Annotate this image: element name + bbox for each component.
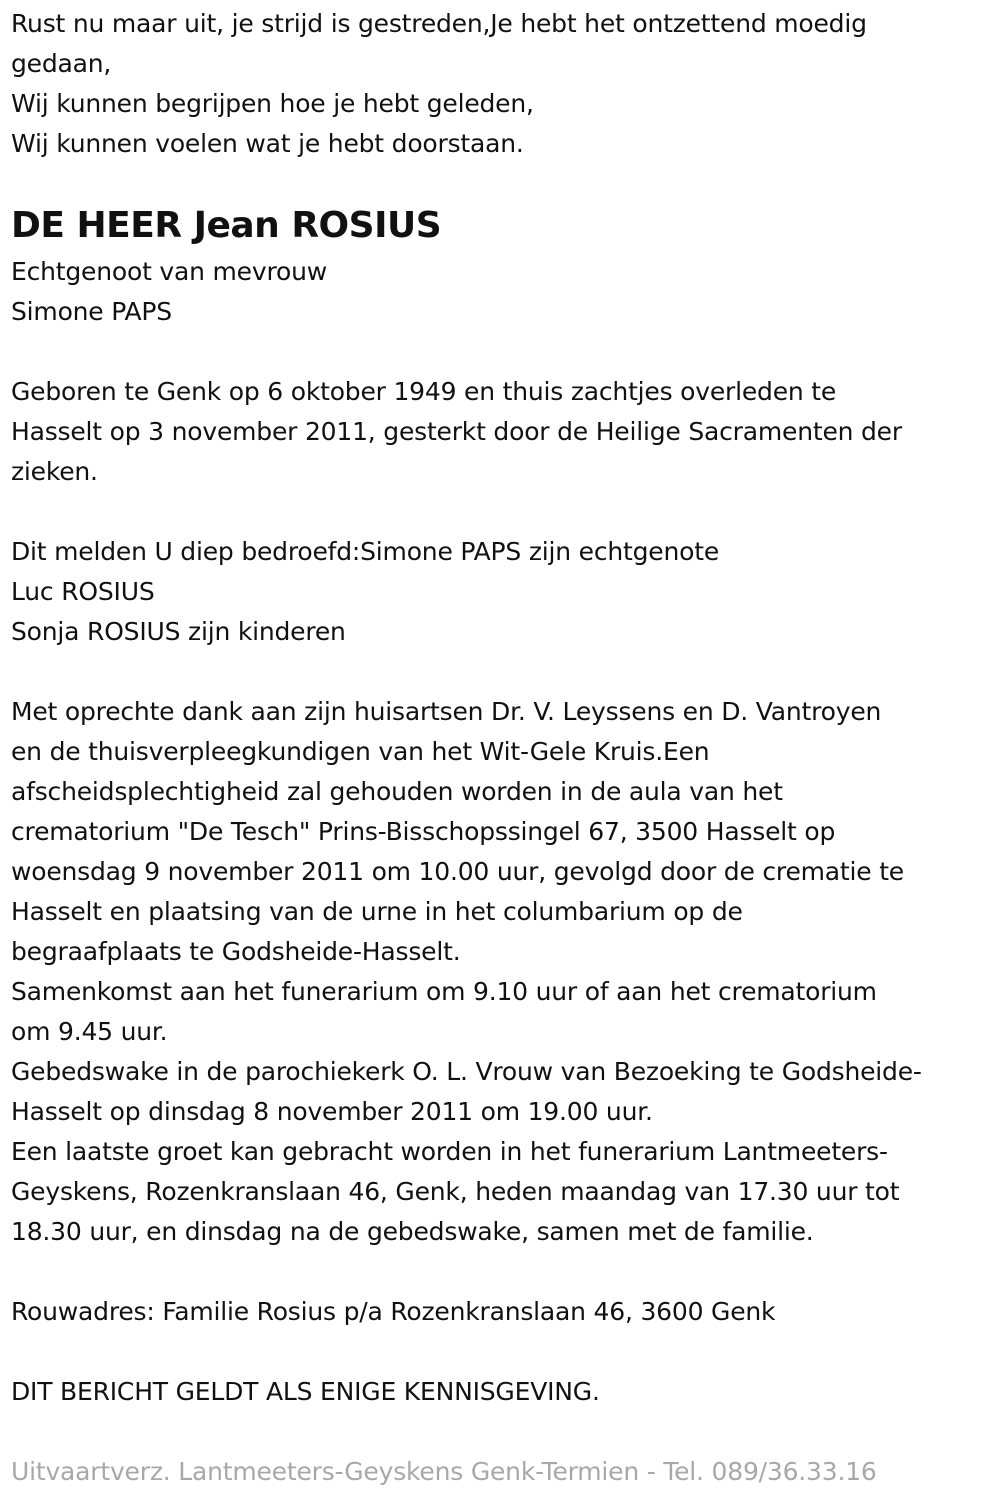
spacer bbox=[11, 332, 991, 372]
sole-notice-statement: DIT BERICHT GELDT ALS ENIGE KENNISGEVING. bbox=[11, 1377, 600, 1406]
birth-death-info bbox=[11, 372, 991, 492]
spouse-line: Echtgenoot van mevrouw bbox=[11, 257, 327, 286]
ceremony-line: Hasselt op dinsdag 8 november 2011 om 19.00 uur. bbox=[11, 1097, 653, 1126]
ceremony-line: Met oprechte dank aan zijn huisartsen Dr. V. Leyssens en D. Vantroyen bbox=[11, 697, 882, 726]
spacer bbox=[11, 1252, 991, 1292]
ceremony-line: en de thuisverpleegkundigen van het Wit-Gele Kruis.Een bbox=[11, 737, 710, 766]
announcers bbox=[11, 532, 991, 652]
ceremony-line: Een laatste groet kan gebracht worden in het funerarium Lantmeeters- bbox=[11, 1137, 888, 1166]
birth-death-line: Hasselt op 3 november 2011, gesterkt door de Heilige Sacramenten der bbox=[11, 417, 902, 446]
poem bbox=[11, 4, 991, 164]
deceased-name-heading: DE HEER Jean ROSIUS bbox=[11, 205, 442, 246]
announcer-line: Sonja ROSIUS zijn kinderen bbox=[11, 617, 346, 646]
ceremony-line: afscheidsplechtigheid zal gehouden worden in de aula van het bbox=[11, 777, 783, 806]
ceremony-line: Hasselt en plaatsing van de urne in het columbarium op de bbox=[11, 897, 743, 926]
ceremony-line: Gebedswake in de parochiekerk O. L. Vrouw van Bezoeking te Godsheide- bbox=[11, 1057, 922, 1086]
funeral-home-footer: Uitvaartverz. Lantmeeters-Geyskens Genk-Termien - Tel. 089/36.33.16 bbox=[11, 1457, 877, 1486]
ceremony-line: crematorium "De Tesch" Prins-Bisschopssingel 67, 3500 Hasselt op bbox=[11, 817, 836, 846]
spouse-info bbox=[11, 252, 991, 332]
poem-line: Wij kunnen voelen wat je hebt doorstaan. bbox=[11, 129, 524, 158]
ceremony-line: begraafplaats te Godsheide-Hasselt. bbox=[11, 937, 461, 966]
birth-death-line: zieken. bbox=[11, 457, 98, 486]
announcer-line: Dit melden U diep bedroefd:Simone PAPS zijn echtgenote bbox=[11, 537, 719, 566]
mourning-address: Rouwadres: Familie Rosius p/a Rozenkranslaan 46, 3600 Genk bbox=[11, 1297, 776, 1326]
ceremony-details bbox=[11, 692, 991, 1252]
ceremony-line: om 9.45 uur. bbox=[11, 1017, 168, 1046]
ceremony-line: woensdag 9 november 2011 om 10.00 uur, gevolgd door de crematie te bbox=[11, 857, 904, 886]
poem-line: Wij kunnen begrijpen hoe je hebt geleden, bbox=[11, 89, 534, 118]
ceremony-line: 18.30 uur, en dinsdag na de gebedswake, samen met de familie. bbox=[11, 1217, 814, 1246]
spacer bbox=[11, 652, 991, 692]
ceremony-line: Samenkomst aan het funerarium om 9.10 uur of aan het crematorium bbox=[11, 977, 877, 1006]
poem-line: gedaan, bbox=[11, 49, 112, 78]
ceremony-line: Geyskens, Rozenkranslaan 46, Genk, heden maandag van 17.30 uur tot bbox=[11, 1177, 900, 1206]
spacer bbox=[11, 1412, 991, 1452]
spacer bbox=[11, 1332, 991, 1372]
birth-death-line: Geboren te Genk op 6 oktober 1949 en thuis zachtjes overleden te bbox=[11, 377, 837, 406]
spouse-line: Simone PAPS bbox=[11, 297, 172, 326]
poem-line: Rust nu maar uit, je strijd is gestreden,Je hebt het ontzettend moedig bbox=[11, 9, 867, 38]
announcer-line: Luc ROSIUS bbox=[11, 577, 155, 606]
spacer bbox=[11, 492, 991, 532]
